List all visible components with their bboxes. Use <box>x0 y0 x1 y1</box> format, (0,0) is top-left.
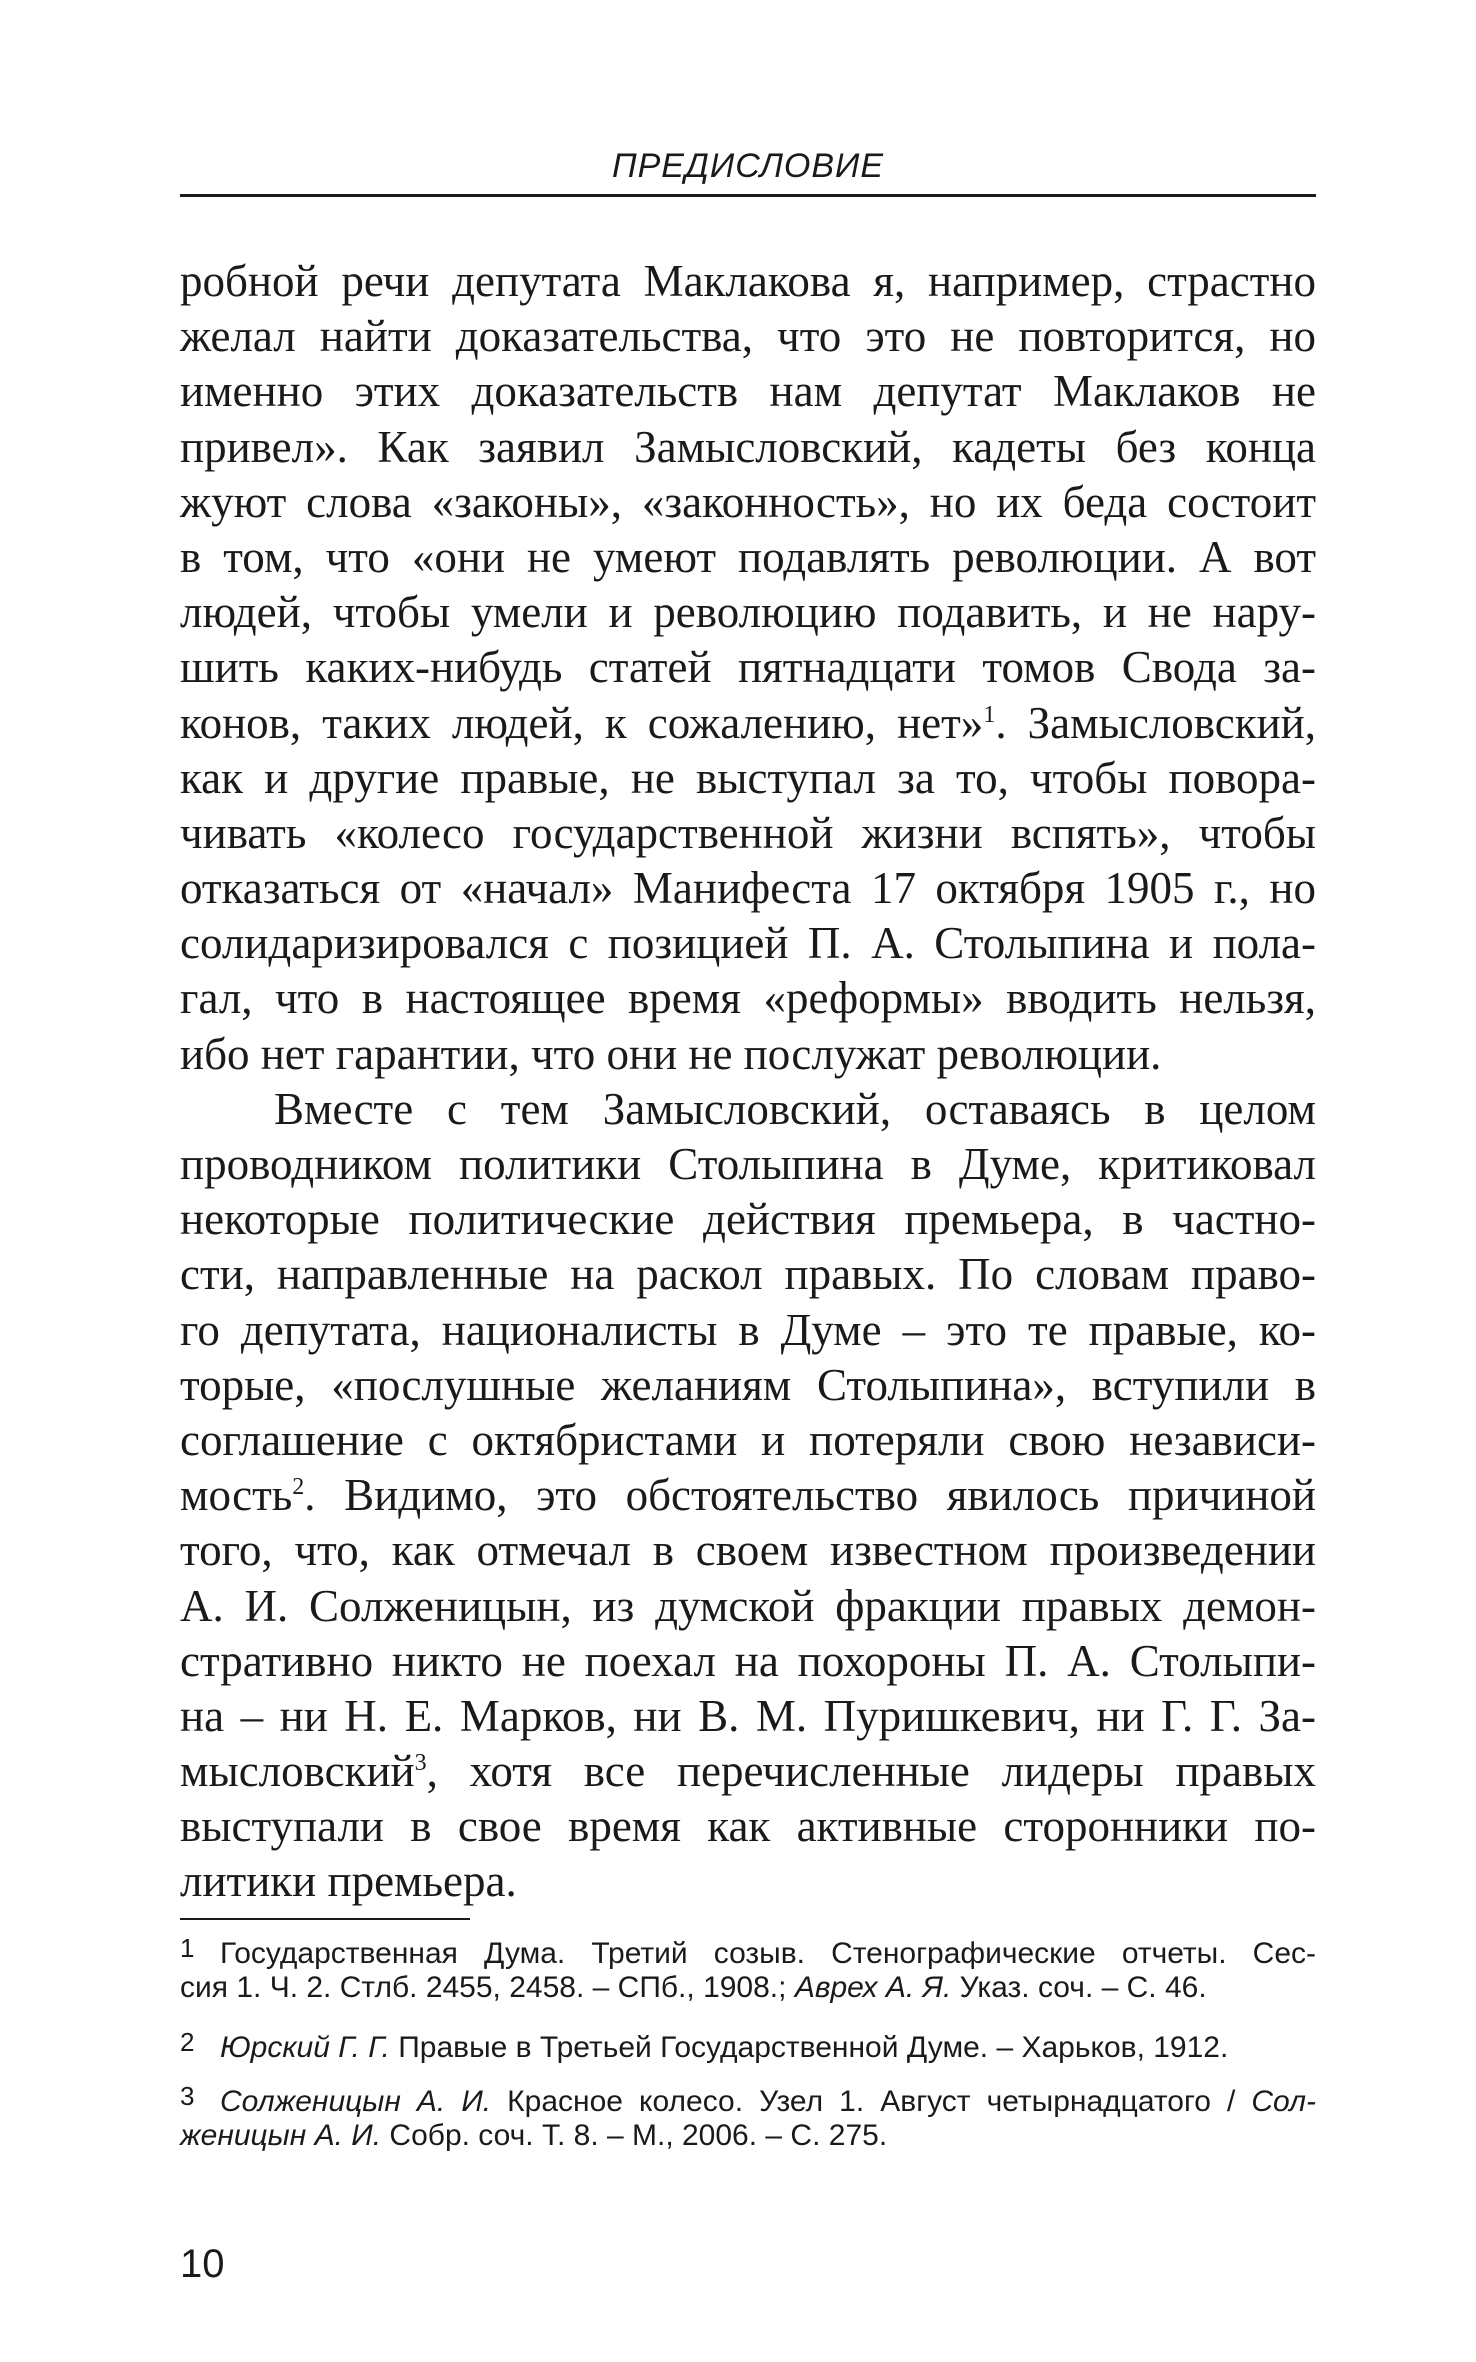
footnote-line <box>180 2116 1316 2156</box>
text-fragment: мысловский <box>180 1746 415 1797</box>
text-line: робной речи депутата Маклакова я, например, страстно <box>180 256 1316 306</box>
footnote-author: Аврех А. Я. <box>794 1971 952 2004</box>
text-line: соглашение с октябристами и потеряли свою независи- <box>180 1414 1316 1465</box>
text-fragment: , хотя все перечисленные лидеры правых <box>426 1746 1316 1797</box>
footnote-3 <box>180 2076 1316 2156</box>
text-line: в том, что «они не умеют подавлять революции. А вот <box>180 531 1316 582</box>
footnote-ref: 1 <box>983 701 996 728</box>
text-line: привел». Как заявил Замысловский, кадеты без конца <box>180 421 1316 472</box>
main-text <box>180 254 1316 1910</box>
footnote-ref: 2 <box>292 1474 305 1501</box>
page-number: 10 <box>180 2242 225 2286</box>
footnote-text: Красное колесо. Узел 1. Август четырнадцатого / <box>491 2085 1252 2118</box>
footnote-text: Указ. соч. – С. 46. <box>951 1971 1207 2004</box>
text-fragment: мость <box>180 1470 293 1521</box>
text-line <box>180 1744 1316 1799</box>
footnote-text: сия 1. Ч. 2. Стлб. 2455, 2458. – СПб., 1908.; <box>180 1971 795 2004</box>
running-title: ПРЕДИСЛОВИЕ <box>611 147 885 185</box>
footnote-text: Государственная Дума. Третий созыв. Стенографические отчеты. Сес- <box>220 1937 1316 1970</box>
text-line: желал найти доказательства, что это не повторится, но <box>180 311 1316 362</box>
text-line: Вместе с тем Замысловский, оставаясь в целом <box>274 1083 1316 1134</box>
footnote-mark: 2 <box>180 2027 195 2057</box>
text-fragment: . Замысловский, <box>995 697 1316 748</box>
footnotes <box>180 1928 1316 2170</box>
footnote-author: Солженицын А. И. <box>220 2085 492 2118</box>
text-line: именно этих доказательств нам депутат Маклаков не <box>180 366 1316 417</box>
footnote-line <box>180 1928 1316 1968</box>
text-line: того, что, как отмечал в своем известном произведении <box>180 1525 1316 1576</box>
text-line: го депутата, националисты в Думе – это те правые, ко- <box>180 1304 1316 1355</box>
text-line: жуют слова «законы», «законность», но их беда состоит <box>180 476 1316 527</box>
text-fragment: конов, таких людей, к сожалению, нет» <box>180 697 984 748</box>
footnote-author: женицын А. И. <box>180 2119 382 2152</box>
text-line: литики премьера. <box>180 1856 517 1907</box>
text-line: гал, что в настоящее время «реформы» вводить нельзя, <box>180 973 1316 1024</box>
text-line <box>180 1468 1316 1523</box>
text-line: отказаться от «начал» Манифеста 17 октября 1905 г., но <box>180 863 1316 914</box>
footnote-2 <box>180 2022 1316 2062</box>
footnote-line <box>180 2022 1316 2062</box>
text-line: чивать «колесо государственной жизни вспять», чтобы <box>180 807 1316 858</box>
text-line: как и другие правые, не выступал за то, чтобы повора- <box>180 752 1316 803</box>
footnote-text: Правые в Третьей Государственной Думе. – Харьков, 1912. <box>389 2031 1229 2064</box>
text-line: ибо нет гарантии, что они не послужат революции. <box>180 1028 1162 1079</box>
footnote-rule <box>180 1918 470 1920</box>
footnote-line <box>180 1968 1316 2008</box>
footnote-line <box>180 2076 1316 2116</box>
footnote-mark: 1 <box>180 1933 195 1963</box>
footnote-author: Сол- <box>1251 2085 1316 2118</box>
text-line: А. И. Солженицын, из думской фракции правых демон- <box>180 1580 1316 1631</box>
text-line: некоторые политические действия премьера, в частно- <box>180 1194 1316 1245</box>
text-line: людей, чтобы умели и революцию подавить, и не нару- <box>180 587 1316 638</box>
text-line <box>180 696 1316 751</box>
text-line: выступали в свое время как активные сторонники по- <box>180 1801 1316 1852</box>
header-rule <box>180 194 1316 197</box>
footnote-mark: 3 <box>180 2081 195 2111</box>
text-line: сти, направленные на раскол правых. По словам право- <box>180 1249 1316 1300</box>
footnote-author: Юрский Г. Г. <box>220 2031 390 2064</box>
text-line: на – ни Н. Е. Марков, ни В. М. Пуришкевич, ни Г. Г. За- <box>180 1690 1316 1741</box>
text-line: стративно никто не поехал на похороны П. А. Столыпи- <box>180 1635 1316 1686</box>
footnote-1 <box>180 1928 1316 2008</box>
footnote-ref: 3 <box>414 1750 427 1777</box>
text-fragment: . Видимо, это обстоятельство явилось причиной <box>304 1470 1316 1521</box>
text-line: проводником политики Столыпина в Думе, критиковал <box>180 1139 1316 1189</box>
text-line: солидаризировался с позицией П. А. Столыпина и пола- <box>180 918 1316 969</box>
text-line: торые, «послушные желаниям Столыпина», вступили в <box>180 1359 1316 1410</box>
text-line: шить каких-нибудь статей пятнадцати томов Свода за- <box>180 642 1316 693</box>
footnote-text: Собр. соч. Т. 8. – М., 2006. – С. 275. <box>381 2119 888 2152</box>
